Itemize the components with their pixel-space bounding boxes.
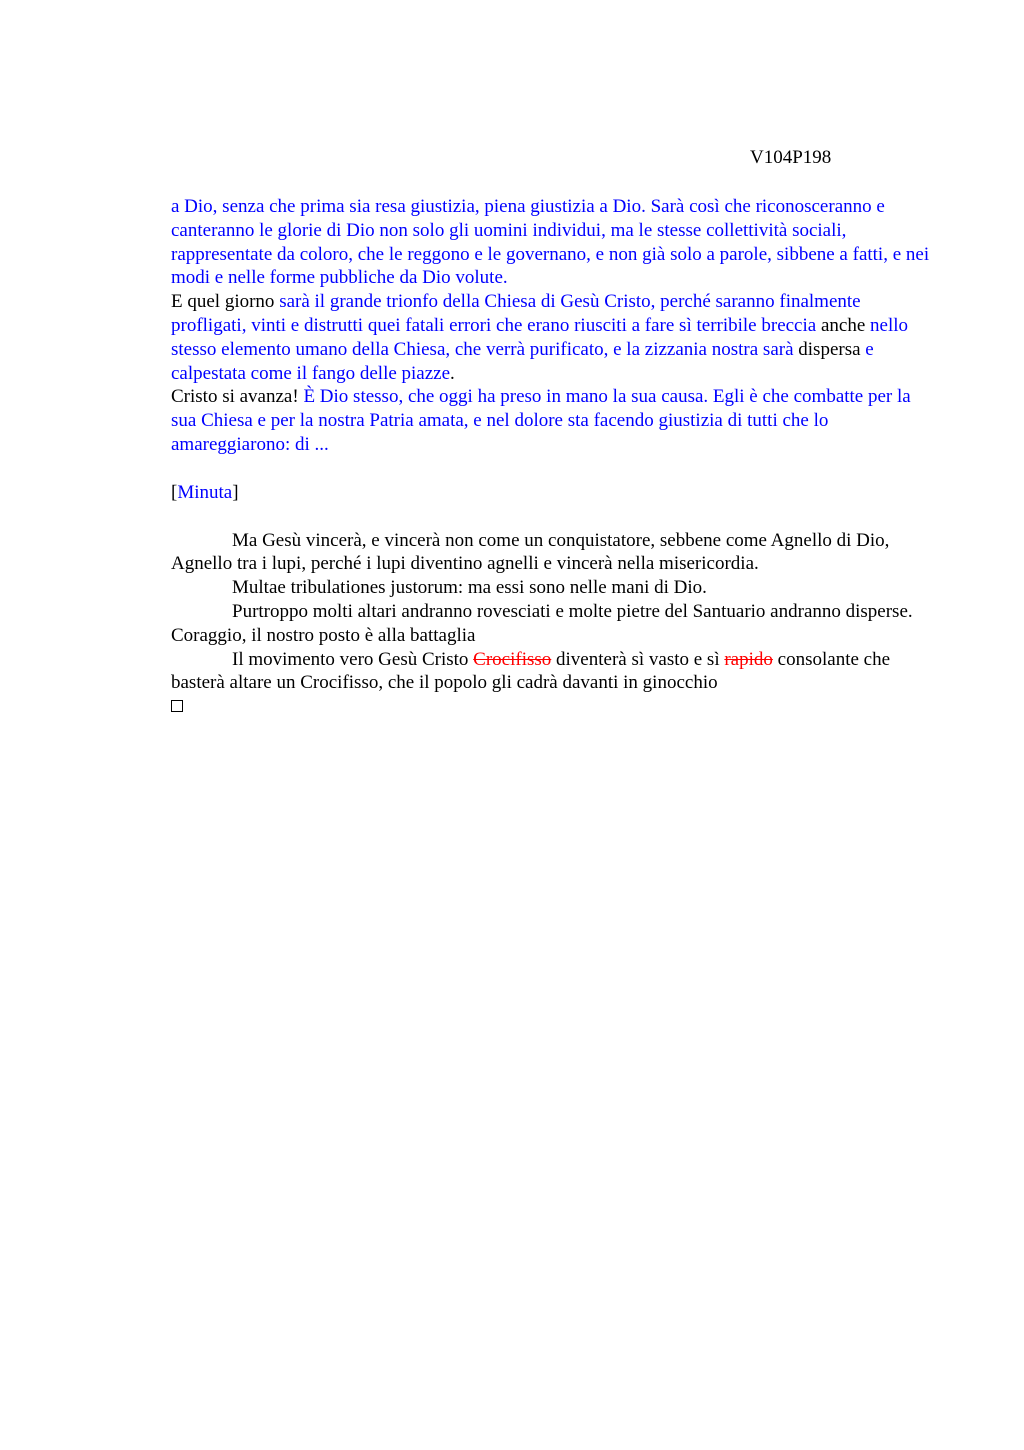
paragraph-cristo-avanza (171, 385, 931, 456)
paragraph-multae-tribulationes: Multae tribulationes justorum: ma essi sono nelle mani di Dio. (232, 577, 707, 599)
paragraph-blue-opening: a Dio, senza che prima sia resa giustizia, piena giustizia a Dio. Sarà così che riconosceranno e canteranno le glorie di Dio non solo gli uomini individui, ma le stesse collettività sociali, rappresentate da coloro, che le reggono e le governano, e non già solo a parole, sibbene a fatti, e nei modi e nelle forme pubbliche da Dio volute. (171, 196, 930, 289)
text-segment: E quel giorno (171, 291, 280, 313)
paragraph-gesu-vincera: Ma Gesù vincerà, e vincerà non come un conquistatore, sebbene come Agnello di Dio, Agnello tra i lupi, perché i lupi diventino agnelli e vincerà nella misericordia. (171, 529, 890, 575)
deleted-word: Crocifisso (473, 648, 552, 670)
text-segment: Il movimento vero Gesù Cristo (232, 648, 474, 670)
text-segment: . (450, 362, 455, 384)
end-marker (171, 695, 931, 719)
text-segment-blue: sarà il grande trionfo della Chiesa di Gesù Cristo, perché saranno finalmente profligati, vinti e distrutti quei fatali errori che erano riusciti a fare sì terribile breccia (171, 291, 861, 336)
text-segment: consolante che basterà altare un Crocifisso, che il popolo gli cadrà davanti in ginocchio (171, 648, 891, 694)
text-segment: dispersa (793, 338, 866, 360)
paragraph-altari: Purtroppo molti altari andranno rovesciati e molte pietre del Santuario andranno disperse. Coraggio, il nostro posto è alla battaglia (171, 600, 913, 646)
text-segment: Cristo si avanza! (171, 386, 304, 408)
minuta-label: Minuta (177, 481, 233, 503)
spacer (171, 505, 931, 529)
text-segment-blue: È Dio stesso, che oggi ha preso in mano la sua causa. Egli è che combatte per la sua Chiesa e per la nostra Patria amata, e nel dolore sta facendo giustizia di tutti che lo amareggiarono: di ... (171, 386, 911, 455)
deleted-word: rapido (724, 648, 773, 670)
document-body (171, 195, 931, 719)
page-identifier: V104P198 (750, 147, 832, 168)
text-segment: anche (816, 314, 871, 336)
text-segment-blue: nello stesso elemento umano della Chiesa, che verrà purificato, e la zizzania nostra sarà (171, 314, 909, 360)
bracket-close: ] (232, 481, 239, 503)
minuta-heading (171, 481, 931, 505)
text-segment: diventerà sì vasto e sì (551, 648, 725, 670)
paragraph-movimento (171, 648, 931, 696)
empty-square-icon (171, 700, 183, 712)
paragraph-trionfo (171, 290, 931, 385)
bracket-open: [ (171, 481, 178, 503)
text-segment-blue: e calpestata come il fango delle piazze (171, 338, 874, 384)
spacer (171, 457, 931, 481)
